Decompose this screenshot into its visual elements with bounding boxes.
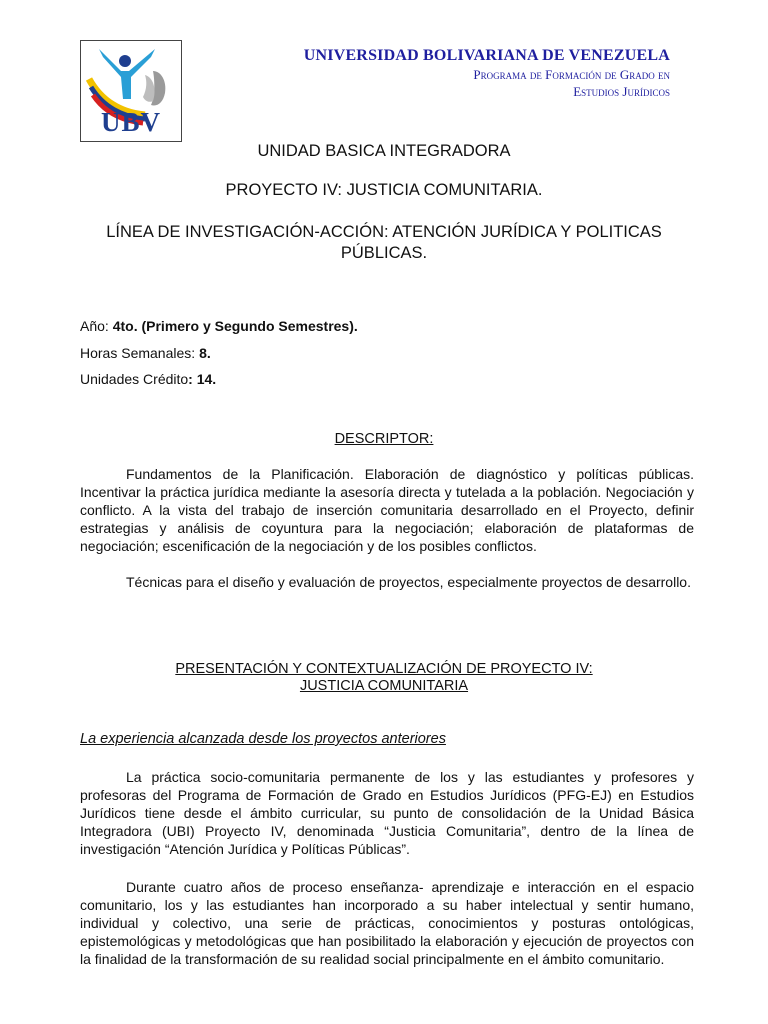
experience-subheading: La experiencia alcanzada desde los proyectos anteriores (80, 731, 446, 747)
hours-label: Horas Semanales: (80, 345, 200, 361)
credits-label: Unidades Crédito (80, 371, 189, 387)
presentation-heading (80, 661, 688, 695)
presentation-heading-line-1: PRESENTACIÓN Y CONTEXTUALIZACIÓN DE PROYECTO IV: (175, 661, 593, 677)
descriptor-heading (80, 431, 688, 447)
descriptor-paragraph-2: Técnicas para el diseño y evaluación de proyectos, especialmente proyectos de desarrollo. (126, 574, 691, 590)
logo-text: UBV (100, 107, 161, 137)
presentation-paragraph-1: La práctica socio-comunitaria permanente de los y las estudiantes y profesores y profesoras del Programa de Formación de Grado en Estudios Jurídicos (PFG-EJ) en Estudios Jurídicos tiene desde el ámbito curricular, su punto de consolidación de la Unidad Básica Integradora (UBI) Proyecto IV, denominada “Justicia Comunitaria”, dentro de la línea de investigación “Atención Jurídica y Políticas Públicas”. (80, 769, 694, 857)
descriptor-paragraph-1: Fundamentos de la Planificación. Elaboración de diagnóstico y políticas públicas. Incentivar la práctica jurídica mediante la asesoría directa y tutelada a la población. Negociación y conflicto. A la vista del trabajo de inserción comunitaria desarrollado en el Proyecto, definir estrategias y análisis de coyuntura para la negociación; elaboración de plataformas de negociación; escenificación de la negociación y de los posibles conflictos. (80, 466, 694, 554)
year-label: Año: (80, 318, 113, 334)
hours-row (80, 345, 211, 361)
research-line-title: LÍNEA DE INVESTIGACIÓN-ACCIÓN: ATENCIÓN JURÍDICA Y POLITICAS PÚBLICAS. (106, 223, 662, 262)
program-line-2: Estudios Jurídicos (573, 84, 670, 99)
credits-row (80, 371, 216, 387)
credits-value: : 14. (188, 371, 217, 387)
unit-title: UNIDAD BASICA INTEGRADORA (257, 142, 511, 160)
program-line-1: Programa de Formación de Grado en (473, 67, 670, 82)
year-value: 4to. (Primero y Segundo Semestres). (112, 318, 358, 334)
year-row (80, 318, 358, 334)
project-title: PROYECTO IV: JUSTICIA COMUNITARIA. (225, 181, 543, 199)
presentation-paragraph-2: Durante cuatro años de proceso enseñanza- aprendizaje e interacción en el espacio comunitario, los y las estudiantes han incorporado a su haber intelectual y sentir humano, individual y colectivo, una serie de prácticas, conocimientos y posturas ontológicas, epistemológicas y metodológicas que han posibilitado la elaboración y ejecución de proyectos con la finalidad de la transformación de su realidad social principalmente en el ámbito comunitario. (80, 879, 694, 967)
university-name: UNIVERSIDAD BOLIVARIANA DE VENEZUELA (303, 47, 670, 64)
presentation-heading-line-2: JUSTICIA COMUNITARIA (299, 678, 469, 694)
descriptor-heading-text: DESCRIPTOR: (334, 431, 434, 447)
ubv-logo (80, 40, 182, 142)
hours-value: 8. (199, 345, 211, 361)
institution-header (304, 46, 670, 100)
